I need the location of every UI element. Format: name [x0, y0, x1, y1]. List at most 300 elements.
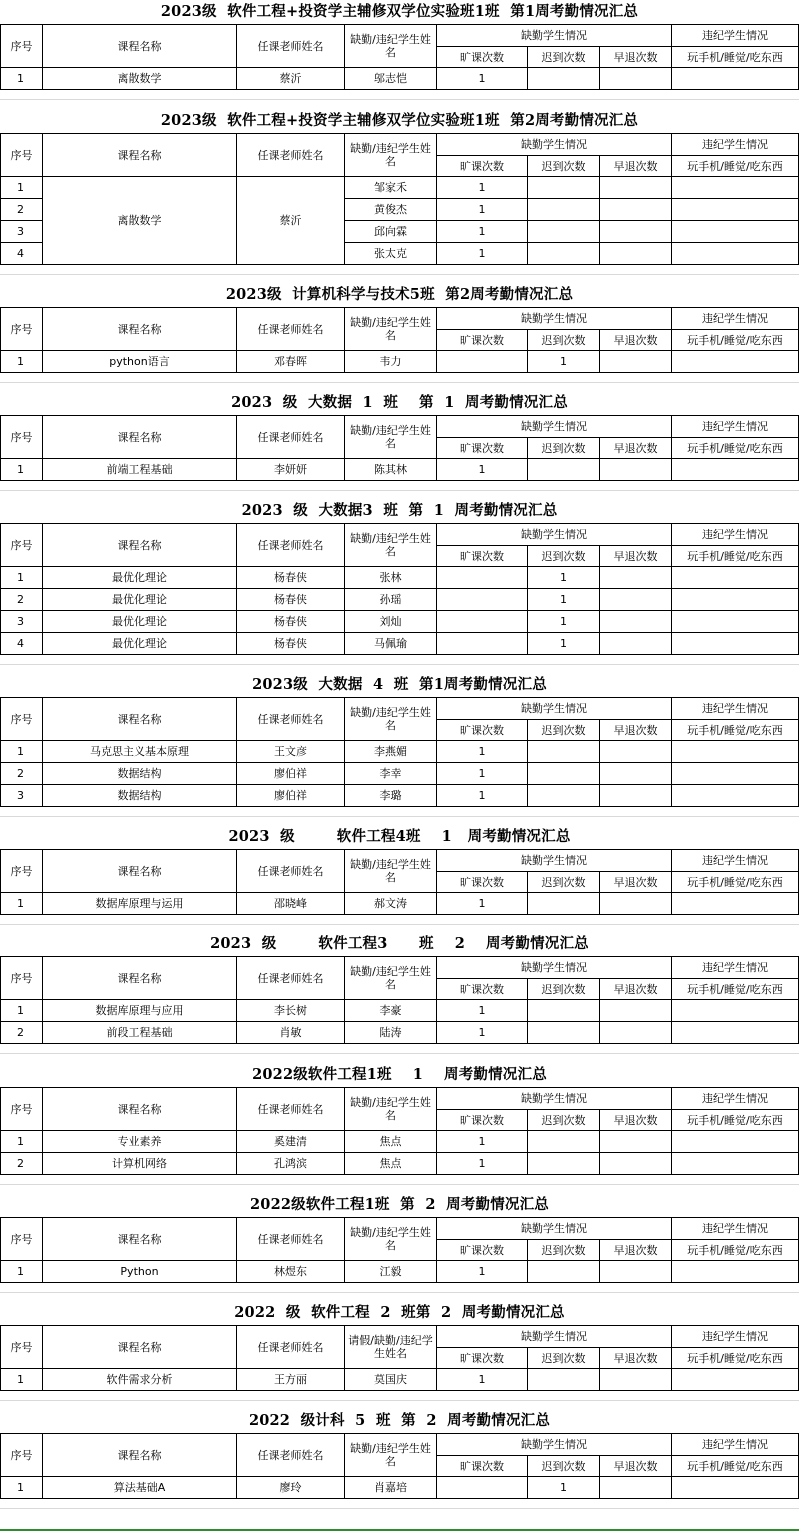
- row-early: [600, 1369, 671, 1390]
- header-seq: 序号: [10, 430, 33, 444]
- row-course: 数据结构: [117, 789, 162, 802]
- header-student: 缺勤/违纪学生姓名: [350, 142, 431, 168]
- row-seq: 1: [17, 1135, 24, 1148]
- row-seq: 2: [17, 593, 24, 606]
- sheet-gridline: [0, 816, 799, 817]
- row-teacher: 杨春侠: [274, 637, 307, 650]
- row-student: 李豪: [379, 1004, 402, 1017]
- row-late: 1: [560, 571, 567, 584]
- sheet-gridline: [0, 1508, 799, 1509]
- grid-line: [0, 264, 799, 265]
- header-violation: 玩手机/睡觉/吃东西: [687, 982, 783, 996]
- row-early: [600, 633, 671, 654]
- header-early: 早退次数: [613, 982, 658, 996]
- header-course: 课程名称: [117, 430, 162, 444]
- header-violation-group: 违纪学生情况: [702, 1438, 768, 1451]
- row-student: 孙瑶: [379, 593, 402, 606]
- row-violation: [672, 741, 798, 762]
- row-course: Python: [120, 1265, 159, 1278]
- header-student: 缺勤/违纪学生姓名: [350, 858, 431, 884]
- row-course: 数据结构: [117, 767, 162, 780]
- header-seq: 序号: [10, 322, 33, 336]
- header-violation-group: 违纪学生情况: [702, 1330, 768, 1343]
- row-student: 江毅: [379, 1265, 402, 1278]
- row-course: 数据库原理与运用: [95, 897, 184, 910]
- row-truancy: 1: [478, 897, 486, 910]
- header-absence-group: 缺勤学生情况: [521, 420, 587, 433]
- row-late: [528, 177, 599, 198]
- header-truancy: 旷课次数: [460, 875, 504, 889]
- header-violation: 玩手机/睡觉/吃东西: [687, 159, 783, 173]
- row-seq: 4: [17, 637, 24, 650]
- row-student: 李幸: [379, 767, 402, 780]
- grid-line: [0, 914, 799, 915]
- row-late: 1: [560, 637, 567, 650]
- header-absence-group: 缺勤学生情况: [521, 702, 587, 715]
- row-seq: 2: [17, 767, 24, 780]
- row-late: 1: [560, 615, 567, 628]
- row-late: [528, 1000, 599, 1021]
- row-late: [528, 221, 599, 242]
- header-seq: 序号: [10, 1448, 33, 1462]
- row-teacher: 邵晓峰: [274, 897, 307, 910]
- grid-line: [0, 806, 799, 807]
- header-student: 缺勤/违纪学生姓名: [350, 706, 431, 732]
- header-violation: 玩手机/睡觉/吃东西: [687, 441, 783, 455]
- row-course: 前段工程基础: [106, 1026, 173, 1039]
- row-late: [528, 1369, 599, 1390]
- header-student: 缺勤/违纪学生姓名: [350, 532, 431, 558]
- sheet-gridline: [0, 1400, 799, 1401]
- header-violation: 玩手机/睡觉/吃东西: [687, 1113, 783, 1127]
- row-student: 邬志恺: [374, 72, 407, 85]
- header-absence-group: 缺勤学生情况: [521, 1438, 587, 1451]
- row-violation: [672, 243, 798, 264]
- header-late: 迟到次数: [541, 1459, 586, 1473]
- header-student: 缺勤/违纪学生姓名: [350, 1096, 431, 1122]
- header-late: 迟到次数: [541, 1351, 586, 1365]
- header-teacher: 任课老师姓名: [257, 712, 324, 726]
- row-early: [600, 68, 671, 89]
- header-course: 课程名称: [117, 712, 162, 726]
- row-student: 刘灿: [379, 615, 402, 628]
- row-violation: [672, 199, 798, 220]
- row-course: 最优化理论: [112, 637, 167, 650]
- header-course: 课程名称: [117, 1340, 162, 1354]
- header-early: 早退次数: [613, 159, 658, 173]
- row-truancy: [437, 611, 527, 632]
- row-truancy: 1: [478, 789, 486, 802]
- row-seq: 3: [17, 789, 24, 802]
- header-seq: 序号: [10, 971, 33, 985]
- row-course: 最优化理论: [112, 571, 167, 584]
- row-course: 数据库原理与应用: [95, 1004, 184, 1017]
- row-early: [600, 177, 671, 198]
- header-violation: 玩手机/睡觉/吃东西: [687, 333, 783, 347]
- header-violation: 玩手机/睡觉/吃东西: [687, 1351, 783, 1365]
- row-seq: 1: [17, 72, 24, 85]
- header-teacher: 任课老师姓名: [257, 1448, 324, 1462]
- row-seq: 1: [17, 1004, 24, 1017]
- row-teacher: 廖伯祥: [274, 789, 307, 802]
- row-course: 算法基础A: [113, 1481, 166, 1494]
- grid-line: [0, 1282, 799, 1283]
- row-truancy: 1: [478, 225, 486, 238]
- header-absence-group: 缺勤学生情况: [521, 138, 587, 151]
- header-violation-group: 违纪学生情况: [702, 854, 768, 867]
- header-student: 缺勤/违纪学生姓名: [350, 965, 431, 991]
- row-violation: [672, 567, 798, 588]
- header-course: 课程名称: [117, 1448, 162, 1462]
- sheet-bottom-border: [0, 1529, 799, 1531]
- row-student: 焦点: [379, 1135, 402, 1148]
- row-truancy: 1: [478, 1157, 486, 1170]
- row-student: 郝文涛: [374, 897, 407, 910]
- header-late: 迟到次数: [541, 723, 586, 737]
- row-truancy: 1: [478, 1135, 486, 1148]
- section-title: 2023级 大数据 4 班 第1周考勤情况汇总: [252, 676, 547, 693]
- row-late: [528, 199, 599, 220]
- section-title: 2023级 软件工程+投资学主辅修双学位实验班1班 第2周考勤情况汇总: [160, 112, 639, 129]
- header-truancy: 旷课次数: [460, 1459, 504, 1473]
- header-late: 迟到次数: [541, 333, 586, 347]
- row-student: 肖嘉培: [374, 1481, 407, 1494]
- row-late: [528, 1131, 599, 1152]
- row-student: 张林: [379, 571, 402, 584]
- row-course: 前端工程基础: [106, 463, 173, 476]
- header-seq: 序号: [10, 712, 33, 726]
- header-student: 缺勤/违纪学生姓名: [350, 316, 431, 342]
- sheet-gridline: [0, 924, 799, 925]
- header-truancy: 旷课次数: [460, 549, 504, 563]
- row-seq: 2: [17, 1026, 24, 1039]
- row-seq: 1: [17, 897, 24, 910]
- row-violation: [672, 177, 798, 198]
- row-student: 陆涛: [379, 1026, 402, 1039]
- row-student: 韦力: [379, 355, 402, 368]
- header-truancy: 旷课次数: [460, 1243, 504, 1257]
- row-early: [600, 741, 671, 762]
- header-absence-group: 缺勤学生情况: [521, 1330, 587, 1343]
- header-student: 缺勤/违纪学生姓名: [350, 1442, 431, 1468]
- header-seq: 序号: [10, 1232, 33, 1246]
- header-teacher: 任课老师姓名: [257, 1232, 324, 1246]
- row-violation: [672, 1477, 798, 1498]
- header-teacher: 任课老师姓名: [257, 430, 324, 444]
- row-seq: 2: [17, 203, 24, 216]
- row-violation: [672, 459, 798, 480]
- header-absence-group: 缺勤学生情况: [521, 528, 587, 541]
- header-early: 早退次数: [613, 1243, 658, 1257]
- row-violation: [672, 1369, 798, 1390]
- sheet-gridline: [0, 1184, 799, 1185]
- row-teacher: 林煜东: [274, 1265, 307, 1278]
- header-teacher: 任课老师姓名: [257, 39, 324, 53]
- row-violation: [672, 763, 798, 784]
- section-title: 2023 级 软件工程4班 1 周考勤情况汇总: [228, 828, 571, 845]
- row-violation: [672, 68, 798, 89]
- row-seq: 1: [17, 571, 24, 584]
- header-absence-group: 缺勤学生情况: [521, 1222, 587, 1235]
- row-seq: 4: [17, 247, 24, 260]
- row-late: [528, 1261, 599, 1282]
- row-course: 马克思主义基本原理: [90, 745, 189, 758]
- row-seq: 2: [17, 1157, 24, 1170]
- row-teacher: 杨春侠: [274, 593, 307, 606]
- row-early: [600, 1000, 671, 1021]
- row-course: 软件需求分析: [106, 1373, 173, 1386]
- row-violation: [672, 633, 798, 654]
- header-course: 课程名称: [117, 39, 162, 53]
- row-course: 计算机网络: [112, 1157, 167, 1170]
- header-student: 缺勤/违纪学生姓名: [350, 424, 431, 450]
- row-late: 1: [560, 355, 567, 368]
- row-teacher: 廖玲: [279, 1481, 302, 1494]
- header-course: 课程名称: [117, 322, 162, 336]
- section-title: 2023 级 大数据 1 班 第 1 周考勤情况汇总: [231, 394, 568, 411]
- header-early: 早退次数: [613, 1459, 658, 1473]
- section-title: 2022级软件工程1班 第 2 周考勤情况汇总: [249, 1196, 550, 1213]
- grid-line: [0, 89, 799, 90]
- header-course: 课程名称: [117, 538, 162, 552]
- row-violation: [672, 351, 798, 372]
- grid-line: [0, 1390, 799, 1391]
- row-violation: [672, 611, 798, 632]
- header-violation-group: 违纪学生情况: [702, 528, 768, 541]
- row-teacher: 杨春侠: [274, 615, 307, 628]
- row-late: [528, 763, 599, 784]
- header-truancy: 旷课次数: [460, 1113, 504, 1127]
- row-student: 李璐: [379, 789, 402, 802]
- header-teacher: 任课老师姓名: [257, 148, 324, 162]
- row-early: [600, 1261, 671, 1282]
- row-early: [600, 459, 671, 480]
- header-teacher: 任课老师姓名: [257, 322, 324, 336]
- header-violation-group: 违纪学生情况: [702, 138, 768, 151]
- header-violation-group: 违纪学生情况: [702, 961, 768, 974]
- row-truancy: 1: [478, 767, 486, 780]
- row-teacher: 王方丽: [274, 1373, 307, 1386]
- header-early: 早退次数: [613, 549, 658, 563]
- sheet-gridline: [0, 664, 799, 665]
- row-student: 莫国庆: [374, 1373, 407, 1386]
- row-early: [600, 1022, 671, 1043]
- header-late: 迟到次数: [541, 982, 586, 996]
- header-seq: 序号: [10, 39, 33, 53]
- header-early: 早退次数: [613, 875, 658, 889]
- sheet-gridline: [0, 274, 799, 275]
- row-early: [600, 763, 671, 784]
- header-teacher: 任课老师姓名: [257, 1340, 324, 1354]
- header-late: 迟到次数: [541, 875, 586, 889]
- row-truancy: [437, 589, 527, 610]
- header-violation-group: 违纪学生情况: [702, 702, 768, 715]
- row-seq: 1: [17, 745, 24, 758]
- row-truancy: 1: [478, 745, 486, 758]
- row-early: [600, 893, 671, 914]
- section-title: 2023级 软件工程+投资学主辅修双学位实验班1班 第1周考勤情况汇总: [160, 3, 639, 20]
- row-early: [600, 589, 671, 610]
- header-absence-group: 缺勤学生情况: [521, 854, 587, 867]
- row-student: 张太克: [374, 247, 407, 260]
- header-early: 早退次数: [613, 723, 658, 737]
- header-truancy: 旷课次数: [460, 50, 504, 64]
- row-late: 1: [560, 1481, 567, 1494]
- row-teacher: 肖敏: [279, 1026, 302, 1039]
- row-late: [528, 1153, 599, 1174]
- row-teacher: 奚建清: [274, 1135, 307, 1148]
- header-absence-group: 缺勤学生情况: [521, 312, 587, 325]
- header-violation: 玩手机/睡觉/吃东西: [687, 549, 783, 563]
- section-title: 2023级 计算机科学与技术5班 第2周考勤情况汇总: [225, 286, 574, 303]
- row-teacher: 邓春晖: [274, 355, 307, 368]
- sheet-gridline: [0, 1053, 799, 1054]
- grid-line: [0, 480, 799, 481]
- header-early: 早退次数: [613, 50, 658, 64]
- header-student: 请假/缺勤/违纪学生姓名: [348, 1334, 433, 1360]
- header-early: 早退次数: [613, 1351, 658, 1365]
- row-teacher: 孔鸿滨: [274, 1157, 307, 1170]
- header-early: 早退次数: [613, 1113, 658, 1127]
- header-late: 迟到次数: [541, 50, 586, 64]
- row-early: [600, 785, 671, 806]
- row-truancy: [437, 567, 527, 588]
- header-truancy: 旷课次数: [460, 333, 504, 347]
- header-violation: 玩手机/睡觉/吃东西: [687, 1243, 783, 1257]
- row-truancy: 1: [478, 247, 486, 260]
- row-violation: [672, 1022, 798, 1043]
- row-early: [600, 351, 671, 372]
- section-title: 2022 级 软件工程 2 班第 2 周考勤情况汇总: [234, 1304, 565, 1321]
- grid-line: [0, 1043, 799, 1044]
- header-teacher: 任课老师姓名: [257, 1102, 324, 1116]
- row-seq: 1: [17, 1265, 24, 1278]
- section-title: 2023 级 软件工程3 班 2 周考勤情况汇总: [210, 935, 589, 952]
- row-late: 1: [560, 593, 567, 606]
- header-violation-group: 违纪学生情况: [702, 29, 768, 42]
- grid-line: [0, 1174, 799, 1175]
- row-truancy: 1: [478, 1373, 486, 1386]
- header-truancy: 旷课次数: [460, 723, 504, 737]
- header-absence-group: 缺勤学生情况: [521, 29, 587, 42]
- merged-teacher: 蔡沂: [279, 214, 302, 227]
- header-teacher: 任课老师姓名: [257, 971, 324, 985]
- row-course: python语言: [109, 355, 170, 368]
- row-late: [528, 893, 599, 914]
- header-truancy: 旷课次数: [460, 441, 504, 455]
- sheet-gridline: [0, 382, 799, 383]
- header-violation-group: 违纪学生情况: [702, 1092, 768, 1105]
- header-late: 迟到次数: [541, 1243, 586, 1257]
- header-course: 课程名称: [117, 864, 162, 878]
- sheet-gridline: [0, 1292, 799, 1293]
- row-course: 离散数学: [117, 72, 162, 85]
- header-student: 缺勤/违纪学生姓名: [350, 33, 431, 59]
- header-seq: 序号: [10, 1340, 33, 1354]
- row-late: [528, 243, 599, 264]
- row-violation: [672, 1153, 798, 1174]
- row-late: [528, 68, 599, 89]
- row-early: [600, 1153, 671, 1174]
- header-absence-group: 缺勤学生情况: [521, 961, 587, 974]
- row-violation: [672, 221, 798, 242]
- header-late: 迟到次数: [541, 441, 586, 455]
- row-truancy: 1: [478, 72, 486, 85]
- header-course: 课程名称: [117, 1232, 162, 1246]
- row-course: 专业素养: [117, 1135, 162, 1148]
- header-violation: 玩手机/睡觉/吃东西: [687, 723, 783, 737]
- header-truancy: 旷课次数: [460, 982, 504, 996]
- row-violation: [672, 893, 798, 914]
- row-seq: 1: [17, 181, 24, 194]
- header-seq: 序号: [10, 148, 33, 162]
- row-violation: [672, 1131, 798, 1152]
- header-late: 迟到次数: [541, 549, 586, 563]
- row-truancy: 1: [478, 203, 486, 216]
- sheet-gridline: [0, 99, 799, 100]
- row-early: [600, 1131, 671, 1152]
- row-truancy: 1: [478, 1004, 486, 1017]
- header-violation-group: 违纪学生情况: [702, 312, 768, 325]
- row-student: 邱向霖: [374, 225, 407, 238]
- row-truancy: 1: [478, 181, 486, 194]
- row-teacher: 王文彦: [274, 745, 307, 758]
- header-seq: 序号: [10, 864, 33, 878]
- grid-line: [0, 654, 799, 655]
- row-teacher: 李妍妍: [274, 463, 307, 476]
- header-violation: 玩手机/睡觉/吃东西: [687, 50, 783, 64]
- row-teacher: 李长树: [274, 1004, 307, 1017]
- row-seq: 1: [17, 355, 24, 368]
- row-truancy: 1: [478, 1026, 486, 1039]
- row-truancy: 1: [478, 463, 486, 476]
- row-violation: [672, 1261, 798, 1282]
- header-late: 迟到次数: [541, 159, 586, 173]
- row-violation: [672, 589, 798, 610]
- header-course: 课程名称: [117, 148, 162, 162]
- row-seq: 1: [17, 1373, 24, 1386]
- row-early: [600, 567, 671, 588]
- row-late: [528, 459, 599, 480]
- row-early: [600, 611, 671, 632]
- section-title: 2022 级计科 5 班 第 2 周考勤情况汇总: [248, 1412, 551, 1429]
- section-title: 2023 级 大数据3 班 第 1 周考勤情况汇总: [241, 502, 558, 519]
- header-student: 缺勤/违纪学生姓名: [350, 1226, 431, 1252]
- header-teacher: 任课老师姓名: [257, 864, 324, 878]
- header-truancy: 旷课次数: [460, 1351, 504, 1365]
- header-absence-group: 缺勤学生情况: [521, 1092, 587, 1105]
- row-violation: [672, 785, 798, 806]
- row-truancy: [437, 351, 527, 372]
- row-teacher: 蔡沂: [279, 72, 302, 85]
- header-course: 课程名称: [117, 971, 162, 985]
- row-student: 黄俊杰: [374, 203, 407, 216]
- sheet-gridline: [0, 490, 799, 491]
- row-truancy: [437, 1477, 527, 1498]
- header-late: 迟到次数: [541, 1113, 586, 1127]
- header-violation-group: 违纪学生情况: [702, 420, 768, 433]
- row-student: 邹家禾: [374, 181, 407, 194]
- header-violation: 玩手机/睡觉/吃东西: [687, 875, 783, 889]
- section-title: 2022级软件工程1班 1 周考勤情况汇总: [252, 1066, 547, 1083]
- row-course: 最优化理论: [112, 615, 167, 628]
- row-seq: 1: [17, 1481, 24, 1494]
- row-seq: 1: [17, 463, 24, 476]
- row-violation: [672, 1000, 798, 1021]
- row-student: 陈其林: [374, 463, 407, 476]
- row-student: 马佩瑜: [374, 637, 407, 650]
- header-course: 课程名称: [117, 1102, 162, 1116]
